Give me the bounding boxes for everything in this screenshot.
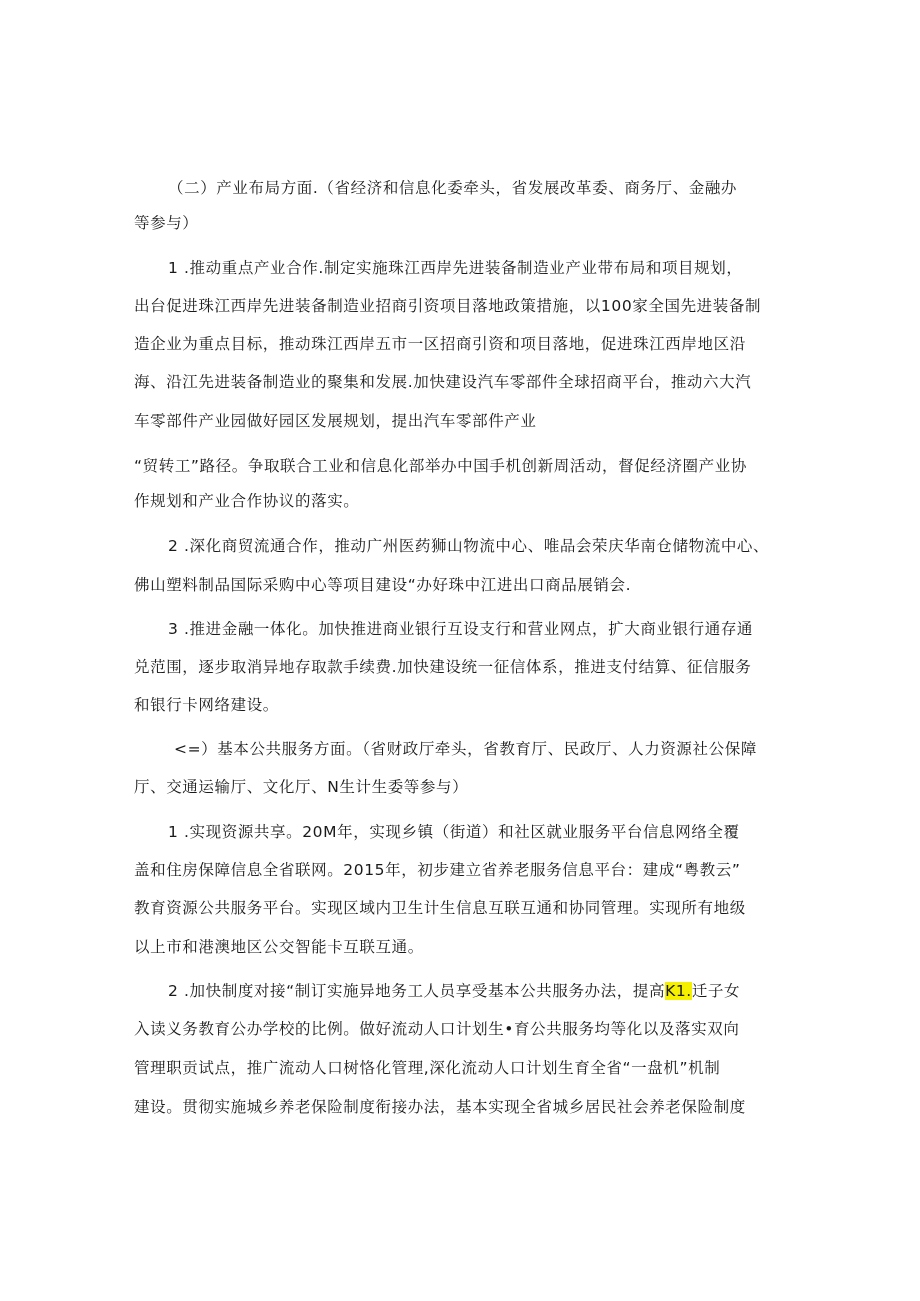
text-line: 管理职贡试点，推广流动人口树恪化管理,深化流动人口计划生育全省“一盘机”机制 [134,1059,721,1077]
text-line [168,981,740,1001]
text-line: 等参与） [134,214,199,232]
text-line: 入读义务教育公办学校的比例。做好流动人口计划生•育公共服务均等化以及落实双向 [134,1020,740,1038]
text-line: 作规划和产业合作协议的落实。 [134,492,360,510]
text-line: 3 .推进金融一体化。加快推进商业银行互设支行和营业网点，扩大商业银行通存通 [168,620,754,638]
text-line: 兑范围，逐步取消异地存取款手续费.加快建设统一征信体系，推进支付结算、征信服务 [134,658,752,676]
highlighted-text: K1. [665,982,692,1000]
text-line: 2 .深化商贸流通合作，推动广州医药狮山物流中心、唯品会荣庆华南仓储物流中心、 [168,537,770,555]
text-line: 出台促进珠江西岸先进装备制造业招商引资项目落地政策措施，以100家全国先进装备制 [134,297,762,315]
section-heading-industry: （二）产业布局方面.（省经济和信息化委牵头，省发展改革委、商务厅、金融办 [168,179,738,197]
text-segment: 2 .加快制度对接“制订实施异地务工人员享受基本公共服务办法，提高 [168,982,666,1000]
text-line: 以上市和港澳地区公交智能卡互联互通。 [134,938,424,956]
text-line: 厅、交通运输厅、文化厅、N生计生委等参与） [134,778,469,796]
text-line: 教育资源公共服务平台。实现区域内卫生计生信息互联互通和协同管理。实现所有地级 [134,899,746,917]
text-line: 盖和住房保障信息全省联网。2015年，初步建立省养老服务信息平台：建成“粤教云” [134,861,741,879]
text-line: 1 .实现资源共享。20M年，实现乡镇（街道）和社区就业服务平台信息网络全覆 [168,823,740,841]
text-line: 海、沿江先进装备制造业的聚集和发展.加快建设汽车零部件全球招商平台，推动六大汽 [134,373,752,391]
text-line: 1 .推动重点产业合作.制定实施珠江西岸先进装备制造业产业带布局和项目规划， [168,259,743,277]
section-heading-public-services: <=）基本公共服务方面。（省财政厅牵头，省教育厅、民政厅、人力资源社公保障 [174,740,757,758]
text-line: “贸转工”路径。争取联合工业和信息化部举办中国手机创新周活动，督促经济圈产业协 [134,457,747,475]
text-line: 建设。贯彻实施城乡养老保险制度衔接办法，基本实现全省城乡居民社会养老保险制度 [134,1098,746,1116]
text-line: 和银行卡网络建设。 [134,696,279,714]
text-line: 佛山塑料制品国际采购中心等项目建设“办好珠中江进出口商品展销会. [134,576,632,594]
text-line: 车零部件产业园做好园区发展规划，提出汽车零部件产业 [134,412,537,430]
text-line: 造企业为重点目标，推动珠江西岸五市一区招商引资和项目落地，促进珠江西岸地区沿 [134,335,746,353]
text-segment: 迁子女 [691,982,741,1000]
